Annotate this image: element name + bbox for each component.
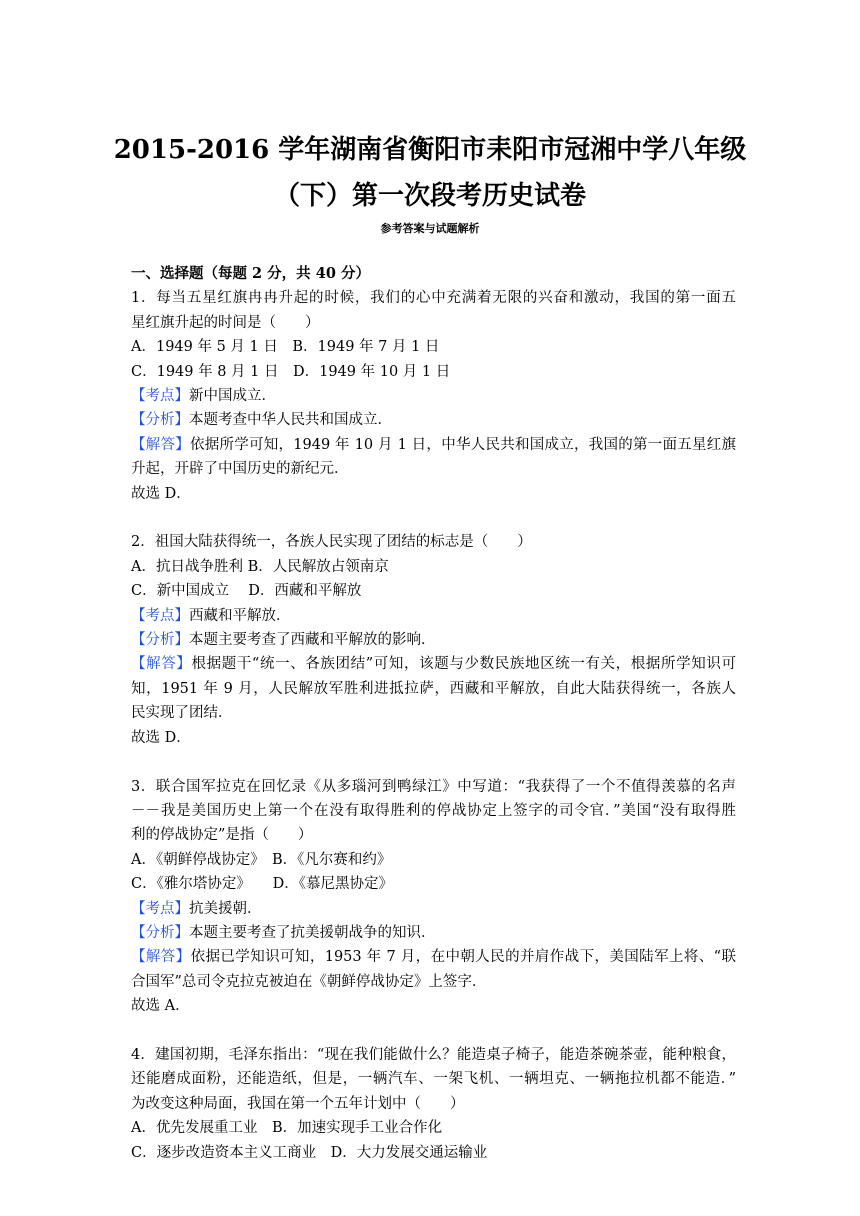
kaodian-tag: 【考点】 bbox=[131, 388, 189, 405]
jieda-line: 民实现了团结． bbox=[131, 705, 233, 722]
answer-line: 故选 A． bbox=[131, 998, 190, 1015]
fenxi-text: 本题主要考查了西藏和平解放的影响． bbox=[189, 632, 436, 649]
question-3 bbox=[131, 775, 736, 1019]
jieda-line bbox=[131, 433, 736, 457]
document-body bbox=[131, 262, 736, 1165]
jieda-tag: 【解答】 bbox=[131, 949, 191, 966]
kaodian-tag: 【考点】 bbox=[131, 900, 189, 917]
jieda-line bbox=[131, 652, 736, 676]
question-stem-line: －－我是美国历史上第一个在没有取得胜利的停战协定上签字的司令官．”美国“没有取得胜 bbox=[131, 802, 736, 819]
kaodian-tag: 【考点】 bbox=[131, 607, 189, 624]
kaodian-text: 抗美援朝． bbox=[189, 900, 262, 917]
jieda-line: 合国军”总司令克拉克被迫在《朝鲜停战协定》上签字． bbox=[131, 973, 487, 990]
document-subtitle: 参考答案与试题解析 bbox=[380, 222, 480, 235]
question-stem-line: 利的停战协定”是指（ ） bbox=[131, 827, 313, 844]
fenxi-line bbox=[131, 408, 736, 432]
option-line: A．抗日战争胜利 B．人民解放占领南京 bbox=[131, 558, 389, 575]
kaodian-line bbox=[131, 384, 736, 408]
kaodian-text: 西藏和平解放． bbox=[189, 607, 291, 624]
option-line: A．优先发展重工业 B．加速实现手工业合作化 bbox=[131, 1120, 443, 1137]
fenxi-tag: 【分析】 bbox=[131, 632, 189, 649]
jieda-line: 知，1951 年 9 月，人民解放军胜利进抵拉萨，西藏和平解放，自此大陆获得统一，各族人 bbox=[131, 680, 736, 697]
jieda-tag: 【解答】 bbox=[131, 436, 191, 453]
fenxi-line bbox=[131, 628, 736, 652]
option-line: C．1949 年 8 月 1 日 D．1949 年 10 月 1 日 bbox=[131, 363, 451, 380]
section-heading: 一、选择题（每题 2 分，共 40 分） bbox=[131, 265, 370, 282]
option-line: C．新中国成立 D．西藏和平解放 bbox=[131, 583, 362, 600]
jieda-line: 升起，开辟了中国历史的新纪元． bbox=[131, 461, 349, 478]
fenxi-line bbox=[131, 921, 736, 945]
kaodian-line bbox=[131, 897, 736, 921]
answer-line: 故选 D． bbox=[131, 485, 191, 502]
question-stem-line: 4．建国初期，毛泽东指出：“现在我们能做什么？能造桌子椅子，能造茶碗茶壶，能种粮食， bbox=[131, 1046, 736, 1063]
jieda-text: 根据题干“统一、各族团结”可知，该题与少数民族地区统一有关，根据所学知识可 bbox=[191, 656, 736, 673]
question-1 bbox=[131, 286, 736, 506]
jieda-text: 依据所学可知，1949 年 10 月 1 日，中华人民共和国成立，我国的第一面五星红旗 bbox=[190, 436, 736, 453]
kaodian-line bbox=[131, 604, 736, 628]
question-stem-line: 星红旗升起的时间是（ ） bbox=[131, 314, 320, 331]
document-title-line2: （下）第一次段考历史试卷 bbox=[273, 181, 586, 211]
document-title-line1: 2015-2016 学年湖南省衡阳市耒阳市冠湘中学八年级 bbox=[113, 135, 747, 165]
question-stem-line: 3．联合国军拉克在回忆录《从多瑙河到鸭绿江》中写道：“我获得了一个不值得羡慕的名声 bbox=[131, 778, 736, 795]
jieda-tag: 【解答】 bbox=[131, 656, 192, 673]
question-stem-line: 2．祖国大陆获得统一，各族人民实现了团结的标志是（ ） bbox=[131, 534, 532, 551]
option-line: A．1949 年 5 月 1 日 B．1949 年 7 月 1 日 bbox=[131, 339, 440, 356]
question-stem-line: 为改变这种局面，我国在第一个五年计划中（ ） bbox=[131, 1095, 465, 1112]
question-stem-line: 还能磨成面粉，还能造纸，但是，一辆汽车、一架飞机、一辆坦克、一辆拖拉机都不能造．” bbox=[131, 1071, 736, 1088]
option-line: C．《雅尔塔协定》 D．《慕尼黑协定》 bbox=[131, 876, 393, 893]
question-2 bbox=[131, 530, 736, 750]
fenxi-text: 本题考查中华人民共和国成立． bbox=[189, 412, 392, 429]
kaodian-text: 新中国成立． bbox=[189, 388, 276, 405]
fenxi-tag: 【分析】 bbox=[131, 412, 189, 429]
question-4 bbox=[131, 1043, 736, 1165]
answer-line: 故选 D． bbox=[131, 729, 191, 746]
option-line: A．《朝鲜停战协定》 B．《凡尔赛和约》 bbox=[131, 851, 392, 868]
question-stem-line: 1．每当五星红旗冉冉升起的时候，我们的心中充满着无限的兴奋和激动，我国的第一面五 bbox=[131, 290, 736, 307]
fenxi-text: 本题主要考查了抗美援朝战争的知识． bbox=[189, 924, 436, 941]
jieda-line bbox=[131, 945, 736, 969]
option-line: C．逐步改造资本主义工商业 D．大力发展交通运输业 bbox=[131, 1144, 488, 1161]
jieda-text: 依据已学知识可知，1953 年 7 月，在中朝人民的并肩作战下，美国陆军上将、“联 bbox=[190, 949, 736, 966]
fenxi-tag: 【分析】 bbox=[131, 924, 189, 941]
